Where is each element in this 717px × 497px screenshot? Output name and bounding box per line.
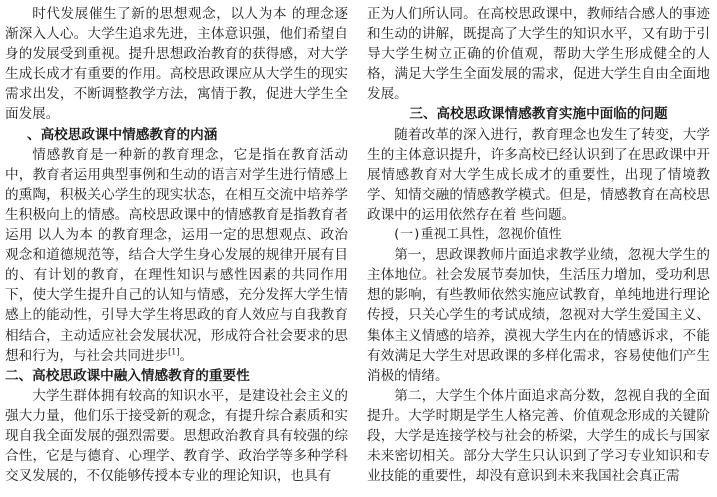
right-column	[367, 4, 710, 497]
paragraph-second-point: 第二，大学生个体片面追求高分数，忽视自我的全面提升。大学时期是学生人格完善、价值观念形成的关键阶段，大学是连接学校与社会的桥梁，大学生的成长与国家未来密切相关。部分大学生只认识到了学习专业知识和专业技能的重要性，却没有意识到未来我国社会真正需	[367, 387, 710, 485]
section-heading-3: 三、高校思政课情感教育实施中面临的问题	[409, 106, 668, 123]
section-heading-2: 二、高校思政课中融入情感教育的重要性	[5, 367, 250, 384]
paragraph-first-point: 第一，思政课教师片面追求教学业绩，忽视大学生的主体地位。社会发展节奏加快，生活压力增加，受功利思想的影响，有些教师依然实施应试教育，单纯地进行理论传授，只关心学生的考试成绩，忽视对大学生爱国主义、集体主义情感的培养，漠视大学生内在的情感诉求，不能有效满足大学生对思政课的多样化需求，容易使他们产生消极的情绪。	[367, 247, 710, 384]
paragraph-emotion-education	[5, 145, 348, 366]
paragraph-problems: 随着改革的深入进行，教育理念也发生了转变，大学生的主体意识提升，许多高校已经认识到了在思政课中开展情感教育对大学生成长成才的重要性，出现了情境教学、知情交融的情感教学模式。但是，情感教育在高校思政课中的运用依然存在着 些问题。	[367, 126, 710, 223]
left-column	[5, 4, 348, 497]
paragraph-importance: 大学生群体拥有较高的知识水平，是建设社会主义的强大力量，他们乐于接受新的观念，有提升综合素质和实现自我全面发展的强烈需要。思想政治教育具有较强的综合性，它是与德育、心理学、教育学、政治学等多种学科交叉发展的，不仅能够传授本专业的理论知识，也具有	[5, 387, 348, 485]
paragraph-intro: 时代发展催生了新的思想观念，以人为本 的理念逐渐深入人心。大学生追求先进，主体意识强，他们希望自身的发展受到重视。提升思想政治教育的获得感，对大学生成长成才有重要的作用。高校思政课应从大学生的现实需求出发，不断调整教学方法，寓情于教，促进大学生全面发展。	[5, 6, 348, 123]
section-heading-1: 、高校思政课中情感教育的内涵	[27, 126, 218, 143]
paragraph-end-mark: 。	[179, 347, 194, 364]
paragraph-continued: 正为人们所认同。在高校思政课中，教师结合感人的事迹和生动的讲解，既提高了大学生的知识水平，又有助于引导大学生树立正确的价值观，帮助大学生形成健全的人格，满足大学生全面发展的需求，促进大学生自由全面地发展。	[367, 6, 710, 103]
citation-ref: [1]	[168, 347, 180, 357]
subsection-heading-1: (一)重视工具性，忽视价值性	[392, 227, 562, 243]
paragraph-emotion-education-text: 情感教育是一种新的教育理念，它是指在教育活动中，教育者运用典型事例和生动的语言对学生进行情感上的熏陶，积极关心学生的现实状态，在相互交流中培养学生积极向上的情感。高校思政课中的情感教育是指教育者运用 以人为本 的教育理念，运用一定的思想观点、政治观念和道德规范等，结合大学生身心发展的规律开展有目的、有计划的教育，在理性知识与感性因素的共同作用下，使大学生提升自己的认知与情感，充分发挥大学生情感上的能动性，引导大学生将思政的育人效应与自我教育相结合，主动适应社会发展状况，形成符合社会要求的思想和行为，与社会共同进步	[5, 146, 348, 364]
